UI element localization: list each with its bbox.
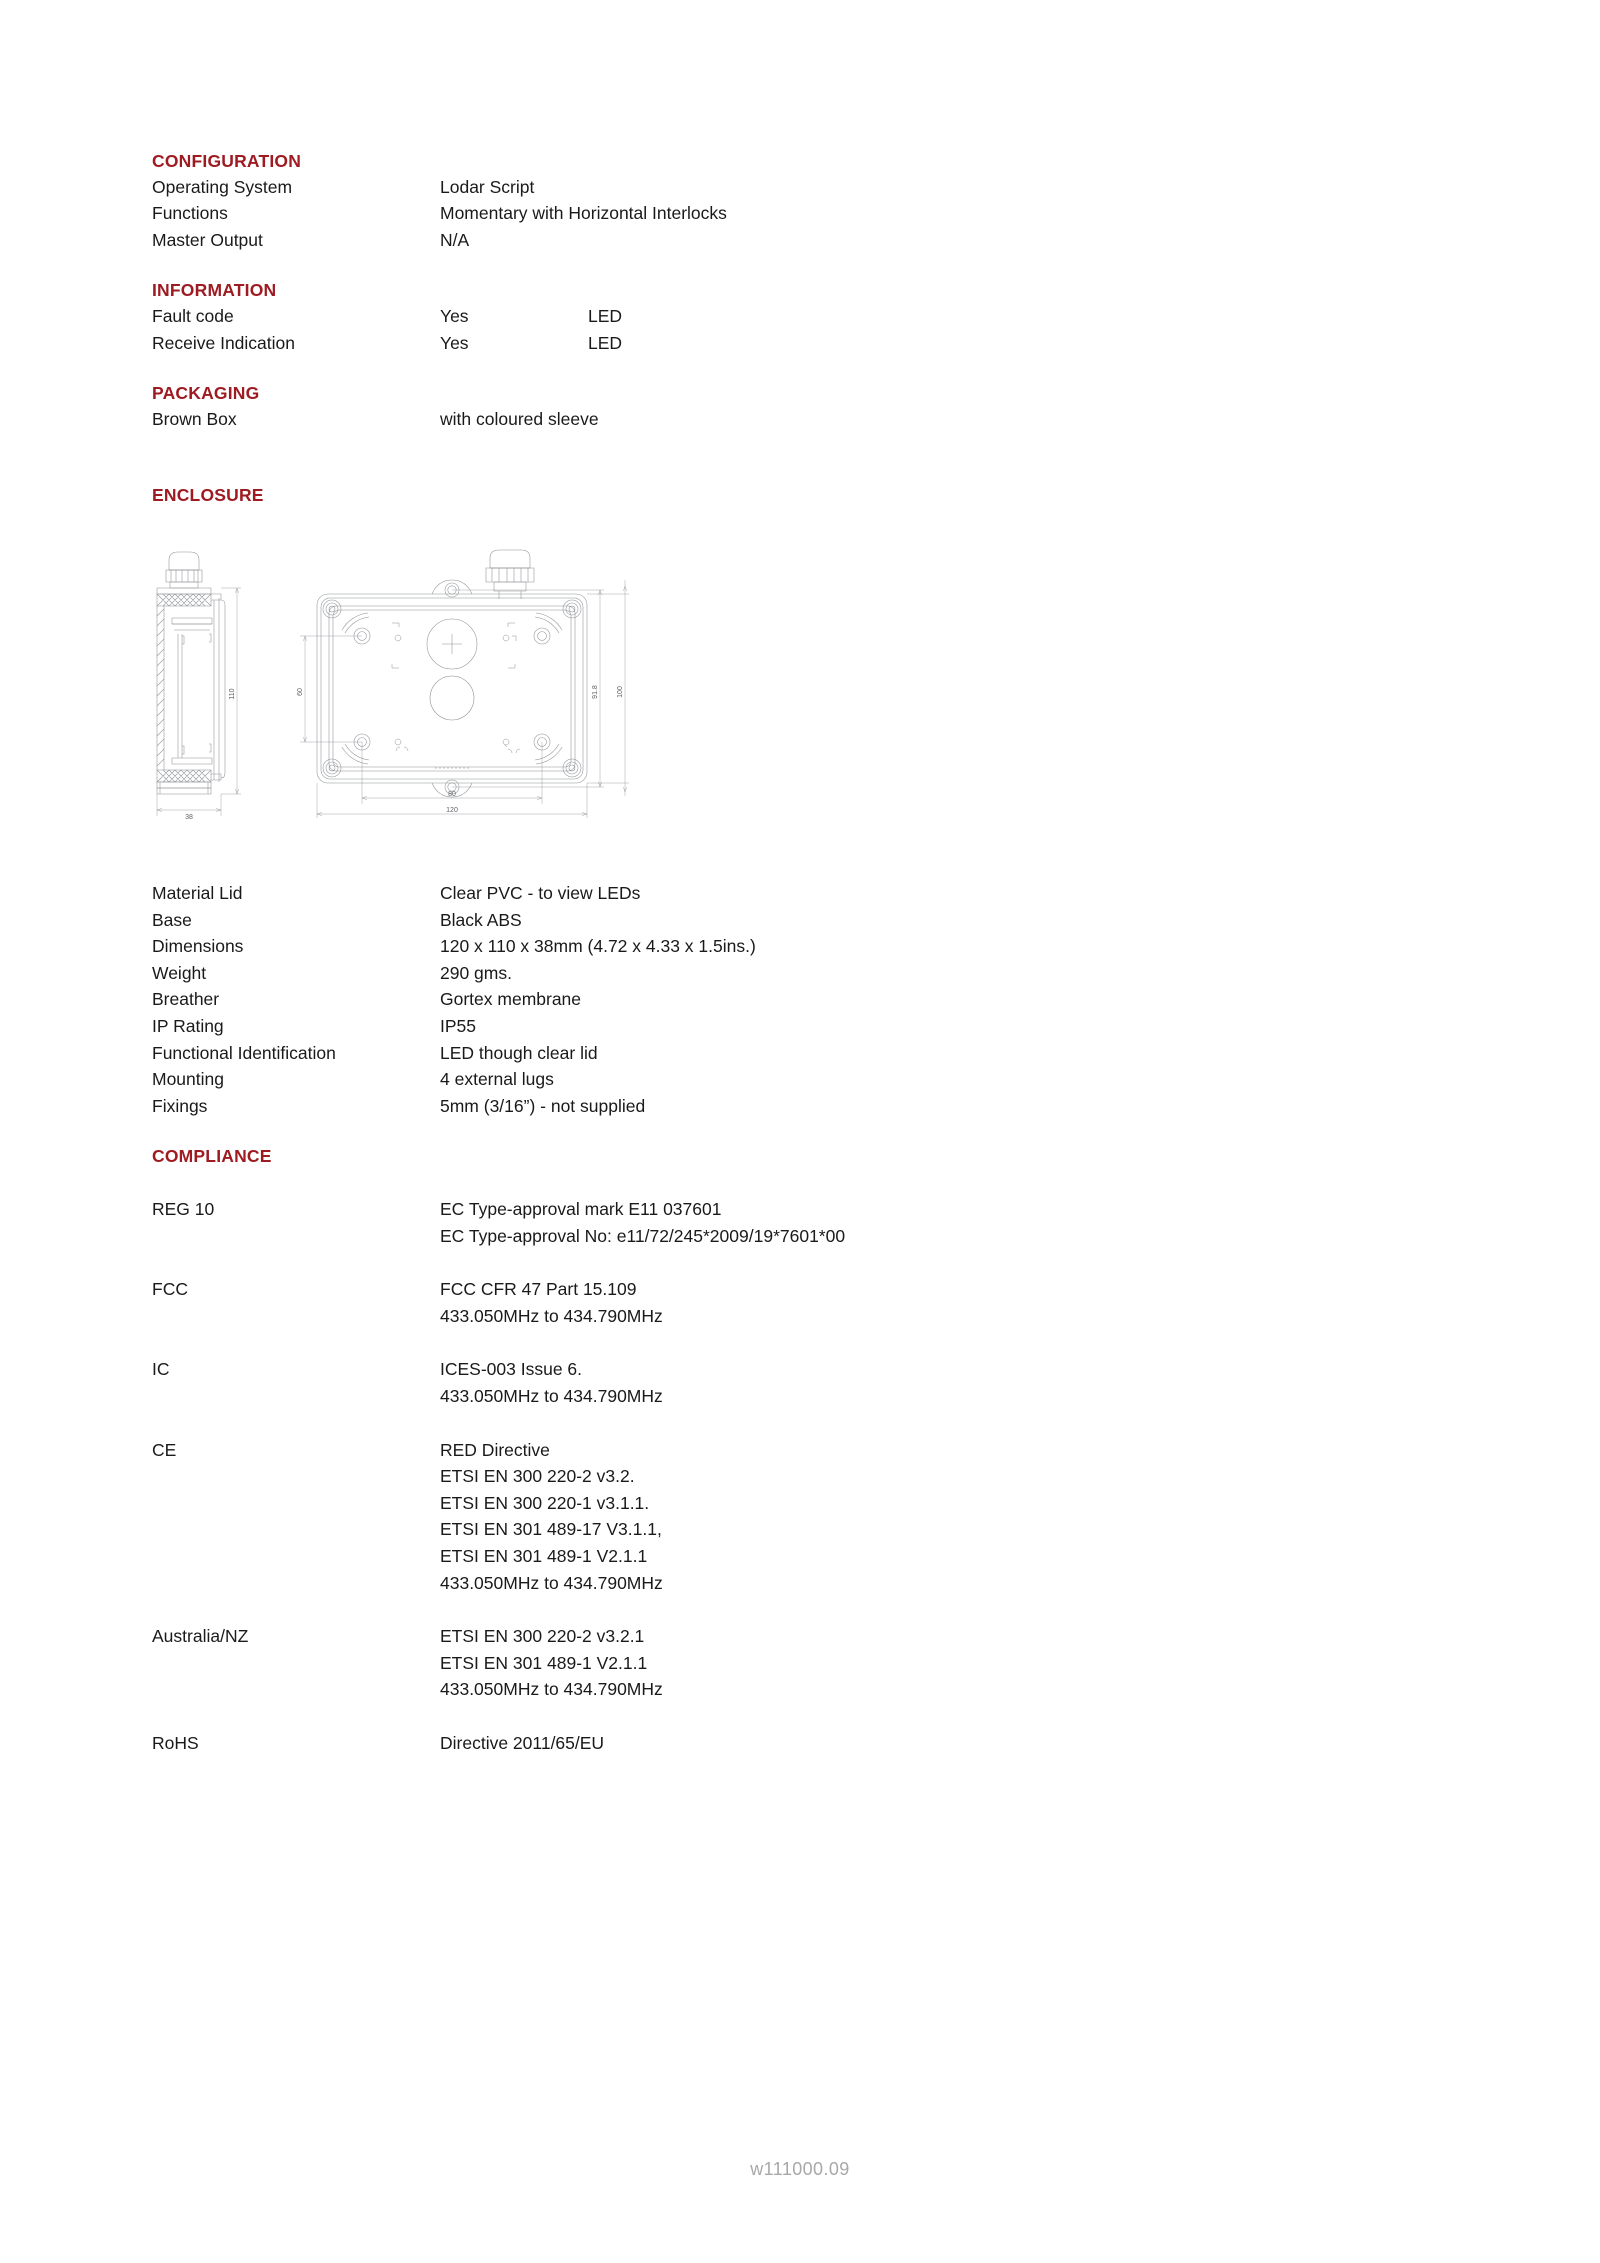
side-cable-gland-icon xyxy=(166,552,202,588)
spec-value: Yes xyxy=(440,306,469,327)
compliance-spacer xyxy=(152,1410,1462,1437)
compliance-line: Directive 2011/65/EU xyxy=(440,1732,605,1753)
spec-label: Dimensions xyxy=(152,936,244,957)
section-heading-information: INFORMATION xyxy=(152,280,277,301)
dim-label-plan-outer-height: 100 xyxy=(617,686,624,698)
spec-label: Breather xyxy=(152,989,220,1010)
spec-label: Base xyxy=(152,909,192,930)
spec-value: IP55 xyxy=(440,1016,476,1037)
side-left-wall-hatch xyxy=(157,609,164,766)
side-internal-block-bottom xyxy=(172,758,212,764)
compliance-line: ICES-003 Issue 6. xyxy=(440,1359,583,1380)
enclosure-drawing-svg xyxy=(152,546,712,846)
spec-label: Master Output xyxy=(152,229,263,250)
configuration-rows xyxy=(152,174,1462,254)
dim-label-side-depth: 38 xyxy=(185,814,193,822)
spec-label: Fixings xyxy=(152,1095,208,1116)
plan-outer-body xyxy=(317,594,587,783)
compliance-line: ETSI EN 301 489-1 V2.1.1 xyxy=(440,1652,648,1673)
section-heading-enclosure: ENCLOSURE xyxy=(152,485,264,506)
spec-row xyxy=(152,1013,1462,1040)
compliance-lines xyxy=(440,1623,1462,1703)
side-top-wall-hatch xyxy=(157,594,211,606)
spec-row xyxy=(152,330,1462,357)
spec-value: with coloured sleeve xyxy=(440,408,599,429)
compliance-label: FCC xyxy=(152,1279,188,1300)
dimension-labels xyxy=(185,685,624,821)
compliance-spacer xyxy=(152,1703,1462,1730)
section-heading-configuration: CONFIGURATION xyxy=(152,151,302,171)
side-foot xyxy=(157,788,211,794)
compliance-entry xyxy=(152,1437,1462,1597)
spec-value: 120 x 110 x 38mm (4.72 x 4.33 x 1.5ins.) xyxy=(440,936,756,957)
spec-label: Functions xyxy=(152,203,228,224)
spec-row xyxy=(152,1066,1462,1093)
compliance-spacer xyxy=(152,1596,1462,1623)
side-internal-tab-a xyxy=(182,636,184,644)
compliance-entry xyxy=(152,1623,1462,1703)
compliance-line: ETSI EN 301 489-1 V2.1.1 xyxy=(440,1545,648,1566)
spec-row xyxy=(152,1093,1462,1120)
side-internal-tab-b xyxy=(182,746,184,754)
spec-label: Operating System xyxy=(152,176,293,197)
compliance-line: ETSI EN 300 220-2 v3.2. xyxy=(440,1466,635,1487)
side-top-flange xyxy=(157,588,211,594)
side-lid-lip-top xyxy=(211,594,221,600)
dim-label-plan-hole-width: 80 xyxy=(448,791,456,799)
spec-value: 4 external lugs xyxy=(440,1069,554,1090)
compliance-spacer xyxy=(152,1329,1462,1356)
plan-corner-bosses xyxy=(323,600,581,777)
spec-label: Brown Box xyxy=(152,408,237,429)
section-spacer xyxy=(152,432,1462,484)
compliance-spacer xyxy=(152,1169,1462,1196)
section-spacer xyxy=(152,356,1462,382)
section-heading-compliance: COMPLIANCE xyxy=(152,1146,272,1167)
plan-center-boss-lower xyxy=(430,676,474,720)
spec-label: Weight xyxy=(152,962,207,983)
compliance-line: FCC CFR 47 Part 15.109 xyxy=(440,1279,637,1300)
spec-row xyxy=(152,303,1462,330)
spec-value-secondary: LED xyxy=(588,306,623,327)
spec-row xyxy=(152,907,1462,934)
spec-row xyxy=(152,200,1462,227)
compliance-line: RED Directive xyxy=(440,1439,550,1460)
spec-value-secondary: LED xyxy=(588,332,623,353)
spec-row xyxy=(152,227,1462,254)
compliance-line: 433.050MHz to 434.790MHz xyxy=(440,1572,663,1593)
spec-value: LED though clear lid xyxy=(440,1042,598,1063)
plan-mounting-lug-top xyxy=(432,580,472,597)
spec-row xyxy=(152,1040,1462,1067)
compliance-line: ETSI EN 300 220-2 v3.2.1 xyxy=(440,1626,645,1647)
compliance-lines xyxy=(440,1196,1462,1249)
spec-value: Gortex membrane xyxy=(440,989,582,1010)
drawing-geometry xyxy=(157,550,629,818)
spec-label: Mounting xyxy=(152,1069,224,1090)
plan-cable-gland-icon xyxy=(486,550,534,599)
plan-view xyxy=(317,550,587,797)
compliance-label: REG 10 xyxy=(152,1199,215,1220)
compliance-lines xyxy=(440,1730,1462,1757)
side-dimension-38 xyxy=(157,794,221,816)
compliance-entry xyxy=(152,1196,1462,1249)
side-internal-tab-c xyxy=(209,634,211,642)
side-lid-round xyxy=(221,600,225,778)
plan-outer-body-inner xyxy=(321,598,583,779)
compliance-lines xyxy=(440,1356,1462,1409)
spec-row xyxy=(152,986,1462,1013)
spec-value: 5mm (3/16”) - not supplied xyxy=(440,1095,646,1116)
drawing-bottom-spacer xyxy=(152,846,1462,880)
spec-value: Yes xyxy=(440,332,469,353)
compliance-line: 433.050MHz to 434.790MHz xyxy=(440,1305,663,1326)
spec-label: Functional Identification xyxy=(152,1042,336,1063)
spec-value: 290 gms. xyxy=(440,962,512,983)
plan-dimension-91-8 xyxy=(452,590,604,787)
footer-document-code: w111000.09 xyxy=(750,2159,850,2179)
side-bottom-flange xyxy=(157,782,211,788)
compliance-lines xyxy=(440,1276,1462,1329)
compliance-label: CE xyxy=(152,1439,177,1460)
compliance-line: EC Type-approval No: e11/72/245*2009/19*7601*00 xyxy=(440,1225,846,1246)
spec-row xyxy=(152,960,1462,987)
plan-internal-detail-marks xyxy=(392,623,520,768)
enclosure-technical-drawing xyxy=(152,546,712,846)
compliance-label: RoHS xyxy=(152,1732,199,1753)
spec-label: Fault code xyxy=(152,306,234,327)
compliance-line: ETSI EN 301 489-17 V3.1.1, xyxy=(440,1519,662,1540)
information-rows xyxy=(152,303,1462,356)
spec-row xyxy=(152,880,1462,907)
section-heading-packaging: PACKAGING xyxy=(152,383,260,404)
spec-label: Receive Indication xyxy=(152,332,295,353)
spec-value: Momentary with Horizontal Interlocks xyxy=(440,203,727,224)
spec-value: Clear PVC - to view LEDs xyxy=(440,883,641,904)
compliance-line: ETSI EN 300 220-1 v3.1.1. xyxy=(440,1492,650,1513)
plan-dimension-60 xyxy=(300,636,362,742)
side-bottom-wall-hatch xyxy=(157,770,211,782)
compliance-label: IC xyxy=(152,1359,170,1380)
dim-label-plan-inner-height: 60 xyxy=(297,688,304,696)
compliance-entry xyxy=(152,1276,1462,1329)
dim-label-plan-outer-width: 120 xyxy=(446,807,458,815)
packaging-rows xyxy=(152,406,1462,433)
spec-label: Material Lid xyxy=(152,883,243,904)
dim-label-side-height: 110 xyxy=(229,688,236,700)
section-spacer xyxy=(152,253,1462,279)
spec-sheet-body xyxy=(152,150,1462,1757)
spec-value: Lodar Script xyxy=(440,176,535,197)
drawing-top-spacer xyxy=(152,508,1462,546)
spec-value: N/A xyxy=(440,229,470,250)
compliance-spacer xyxy=(152,1249,1462,1276)
side-internal-tab-d xyxy=(209,744,211,752)
enclosure-rows xyxy=(152,880,1462,1119)
compliance-line: 433.050MHz to 434.790MHz xyxy=(440,1679,663,1700)
spec-row xyxy=(152,933,1462,960)
compliance-label: Australia/NZ xyxy=(152,1626,249,1647)
plan-center-boss-upper xyxy=(427,619,477,669)
compliance-entry xyxy=(152,1356,1462,1409)
plan-lid-outline xyxy=(329,606,575,771)
side-internal-block-top xyxy=(172,618,212,624)
spec-label: IP Rating xyxy=(152,1016,224,1037)
compliance-line: EC Type-approval mark E11 037601 xyxy=(440,1199,722,1220)
spec-row xyxy=(152,174,1462,201)
dim-label-plan-hole-height: 91.8 xyxy=(592,685,599,699)
side-lid-lip-bottom xyxy=(211,774,221,780)
spec-value: Black ABS xyxy=(440,909,522,930)
compliance-line: 433.050MHz to 434.790MHz xyxy=(440,1386,663,1406)
compliance-lines xyxy=(440,1437,1462,1597)
section-spacer xyxy=(152,1119,1462,1145)
plan-lid-inner xyxy=(333,610,571,767)
compliance-entry xyxy=(152,1730,1462,1757)
side-section-view xyxy=(157,552,225,794)
spec-row xyxy=(152,406,1462,433)
